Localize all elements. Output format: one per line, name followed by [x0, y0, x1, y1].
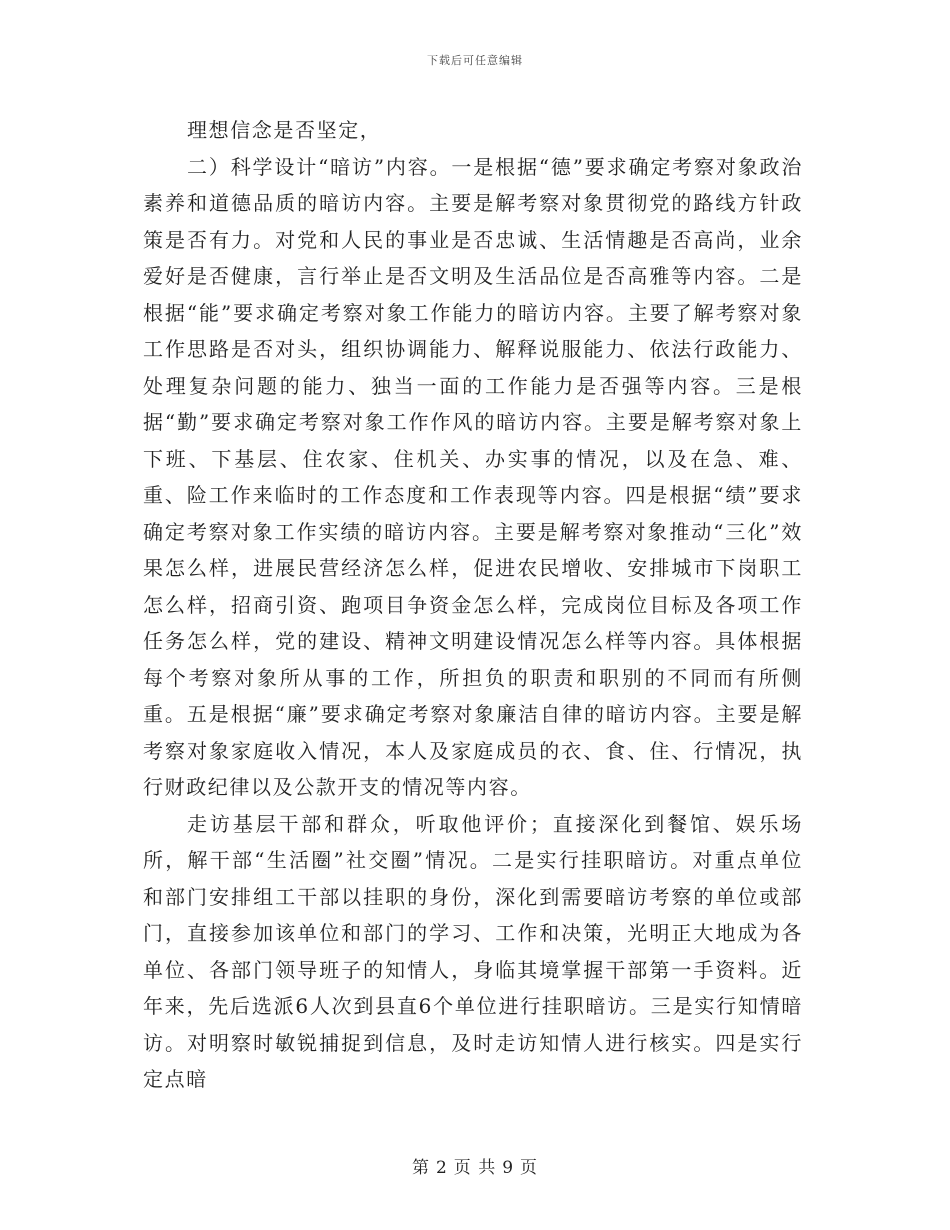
- page-footer: [0, 1153, 950, 1178]
- page-total: 9: [502, 1158, 515, 1178]
- paragraph-3: 走访基层干部和群众，听取他评价；直接深化到餐馆、娱乐场所，解干部“生活圈”社交圈”情况。二是实行挂职暗访。对重点单位和部门安排组工干部以挂职的身份，深化到需要暗访考察的单位或部门，直接参加该单位和部门的学习、工作和决策，光明正大地成为各单位、各部门领导班子的知情人，身临其境掌握干部第一手资料。近年来，先后选派6人次到县直6个单位进行挂职暗访。三是实行知情暗访。对明察时敏锐捕捉到信息，及时走访知情人进行核实。四是实行定点暗: [143, 811, 803, 1091]
- header-note: 下载后可任意编辑: [427, 54, 523, 67]
- page-suffix: 页: [520, 1158, 539, 1178]
- page-current: 2: [435, 1158, 448, 1178]
- page-middle: 页 共: [453, 1158, 497, 1178]
- paragraph-2: 二）科学设计“暗访”内容。一是根据“德”要求确定考察对象政治素养和道德品质的暗访内容。主要是解考察对象贯彻党的路线方针政策是否有力。对党和人民的事业是否忠诚、生活情趣是否高尚，业余爱好是否健康，言行举止是否文明及生活品位是否高雅等内容。二是根据“能”要求确定考察对象工作能力的暗访内容。主要了解考察对象工作思路是否对头，组织协调能力、解释说服能力、依法行政能力、处理复杂问题的能力、独当一面的工作能力是否强等内容。三是根据“勤”要求确定考察对象工作作风的暗访内容。主要是解考察对象上下班、下基层、住农家、住机关、办实事的情况，以及在急、难、重、险工作来临时的工作态度和工作表现等内容。四是根据“绩”要求确定考察对象工作实绩的暗访内容。主要是解考察对象推动“三化”效果怎么样，进展民营经济怎么样，促进农民增收、安排城市下岗职工怎么样，招商引资、跑项目争资金怎么样，完成岗位目标及各项工作任务怎么样，党的建设、精神文明建设情况怎么样等内容。具体根据每个考察对象所从事的工作，所担负的职责和职别的不同而有所侧重。五是根据“廉”要求确定考察对象廉洁自律的暗访内容。主要是解考察对象家庭收入情况，本人及家庭成员的衣、食、住、行情况，执行财政纪律以及公款开支的情况等内容。: [143, 154, 803, 799]
- page-prefix: 第: [411, 1158, 430, 1178]
- document-body: [143, 112, 803, 1098]
- paragraph-1: 理想信念是否坚定，: [187, 118, 382, 142]
